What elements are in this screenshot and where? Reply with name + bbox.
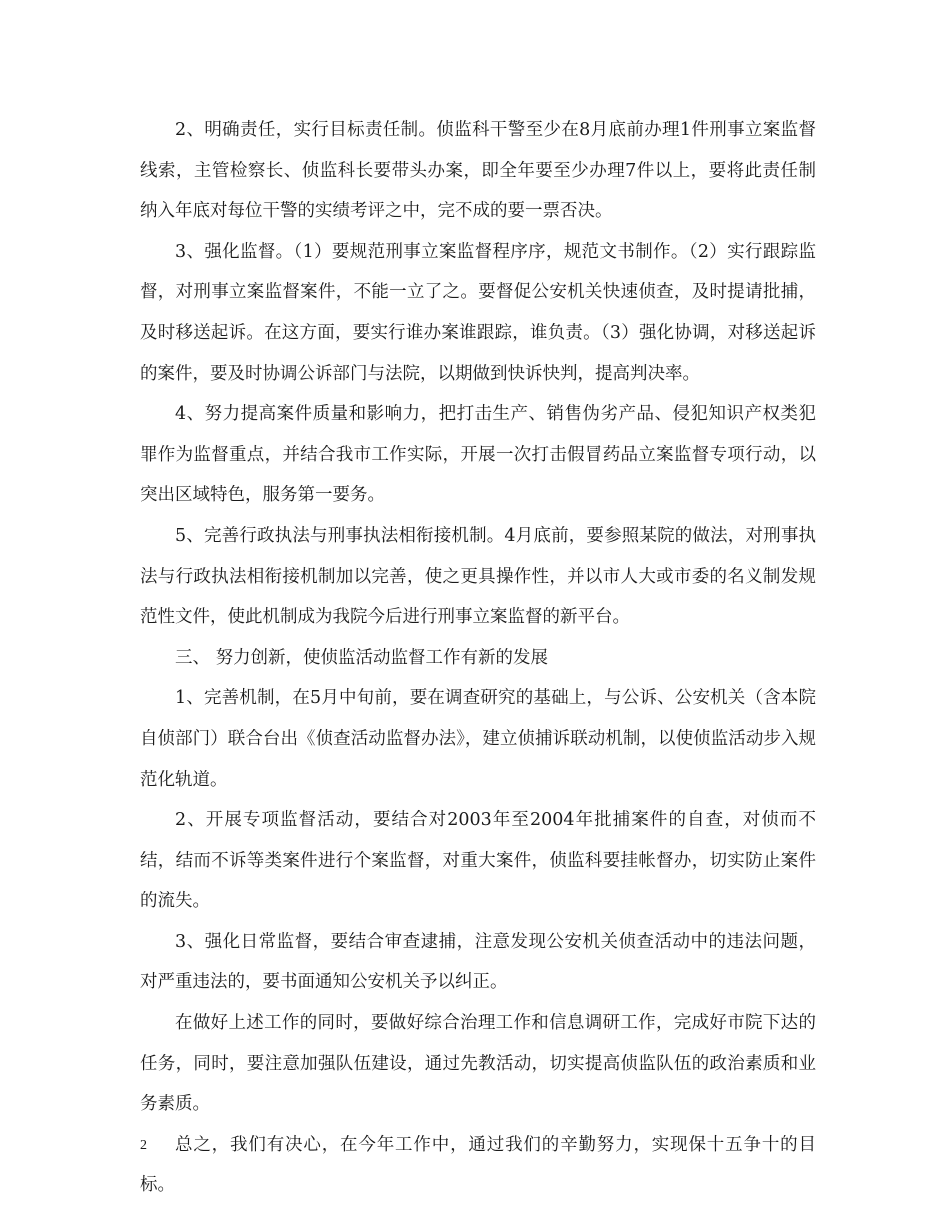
paragraph-supervision: 3、强化监督。（1）要规范刑事立案监督程序序，规范文书制作。（2）实行跟踪监督，对刑事立案监督案件，不能一立了之。要督促公安机关快速侦查，及时提请批捕，及时移送起诉。在这方面，要实行谁办案谁跟踪，谁负责。（3）强化协调，对移送起诉的案件，要及时协调公诉部门与法院，以期做到快诉快判，提高判决率。 bbox=[140, 241, 816, 384]
paragraph-conclusion: 总之，我们有决心，在今年工作中，通过我们的辛勤努力，实现保十五争十的目标。 bbox=[140, 1134, 816, 1196]
page-number: 2 bbox=[140, 1138, 147, 1153]
section-heading-innovation: 三、 努力创新，使侦监活动监督工作有新的发展 bbox=[175, 647, 549, 668]
paragraph-case-quality: 4、努力提高案件质量和影响力，把打击生产、销售伪劣产品、侵犯知识产权类犯罪作为监督重点，并结合我市工作实际，开展一次打击假冒药品立案监督专项行动，以突出区域特色，服务第一要务。 bbox=[140, 404, 816, 506]
paragraph-daily-supervision: 3、强化日常监督，要结合审查逮捕，注意发现公安机关侦查活动中的违法问题，对严重违法的，要书面通知公安机关予以纠正。 bbox=[140, 931, 816, 993]
paragraph-improve-mechanism: 1、完善机制，在5月中旬前，要在调查研究的基础上，与公诉、公安机关（含本院自侦部门）联合台出《侦查活动监督办法》，建立侦捕诉联动机制，以使侦监活动步入规范化轨道。 bbox=[140, 688, 816, 790]
document-body bbox=[140, 110, 816, 1206]
paragraph-other-work: 在做好上述工作的同时，要做好综合治理工作和信息调研工作，完成好市院下达的任务，同时，要注意加强队伍建设，通过先教活动，切实提高侦监队伍的政治素质和业务素质。 bbox=[140, 1013, 816, 1115]
paragraph-special-supervision: 2、开展专项监督活动，要结合对2003年至2004年批捕案件的自查，对侦而不结，结而不诉等类案件进行个案监督，对重大案件，侦监科要挂帐督办，切实防止案件的流失。 bbox=[140, 810, 816, 912]
paragraph-responsibility: 2、明确责任，实行目标责任制。侦监科干警至少在8月底前办理1件刑事立案监督线索，主管检察长、侦监科长要带头办案，即全年要至少办理7件以上，要将此责任制纳入年底对每位干警的实绩考评之中，完不成的要一票否决。 bbox=[140, 120, 816, 222]
paragraph-enforcement-mechanism: 5、完善行政执法与刑事执法相衔接机制。4月底前，要参照某院的做法，对刑事执法与行政执法相衔接机制加以完善，使之更具操作性，并以市人大或市委的名义制发规范性文件，使此机制成为我院今后进行刑事立案监督的新平台。 bbox=[140, 525, 816, 628]
